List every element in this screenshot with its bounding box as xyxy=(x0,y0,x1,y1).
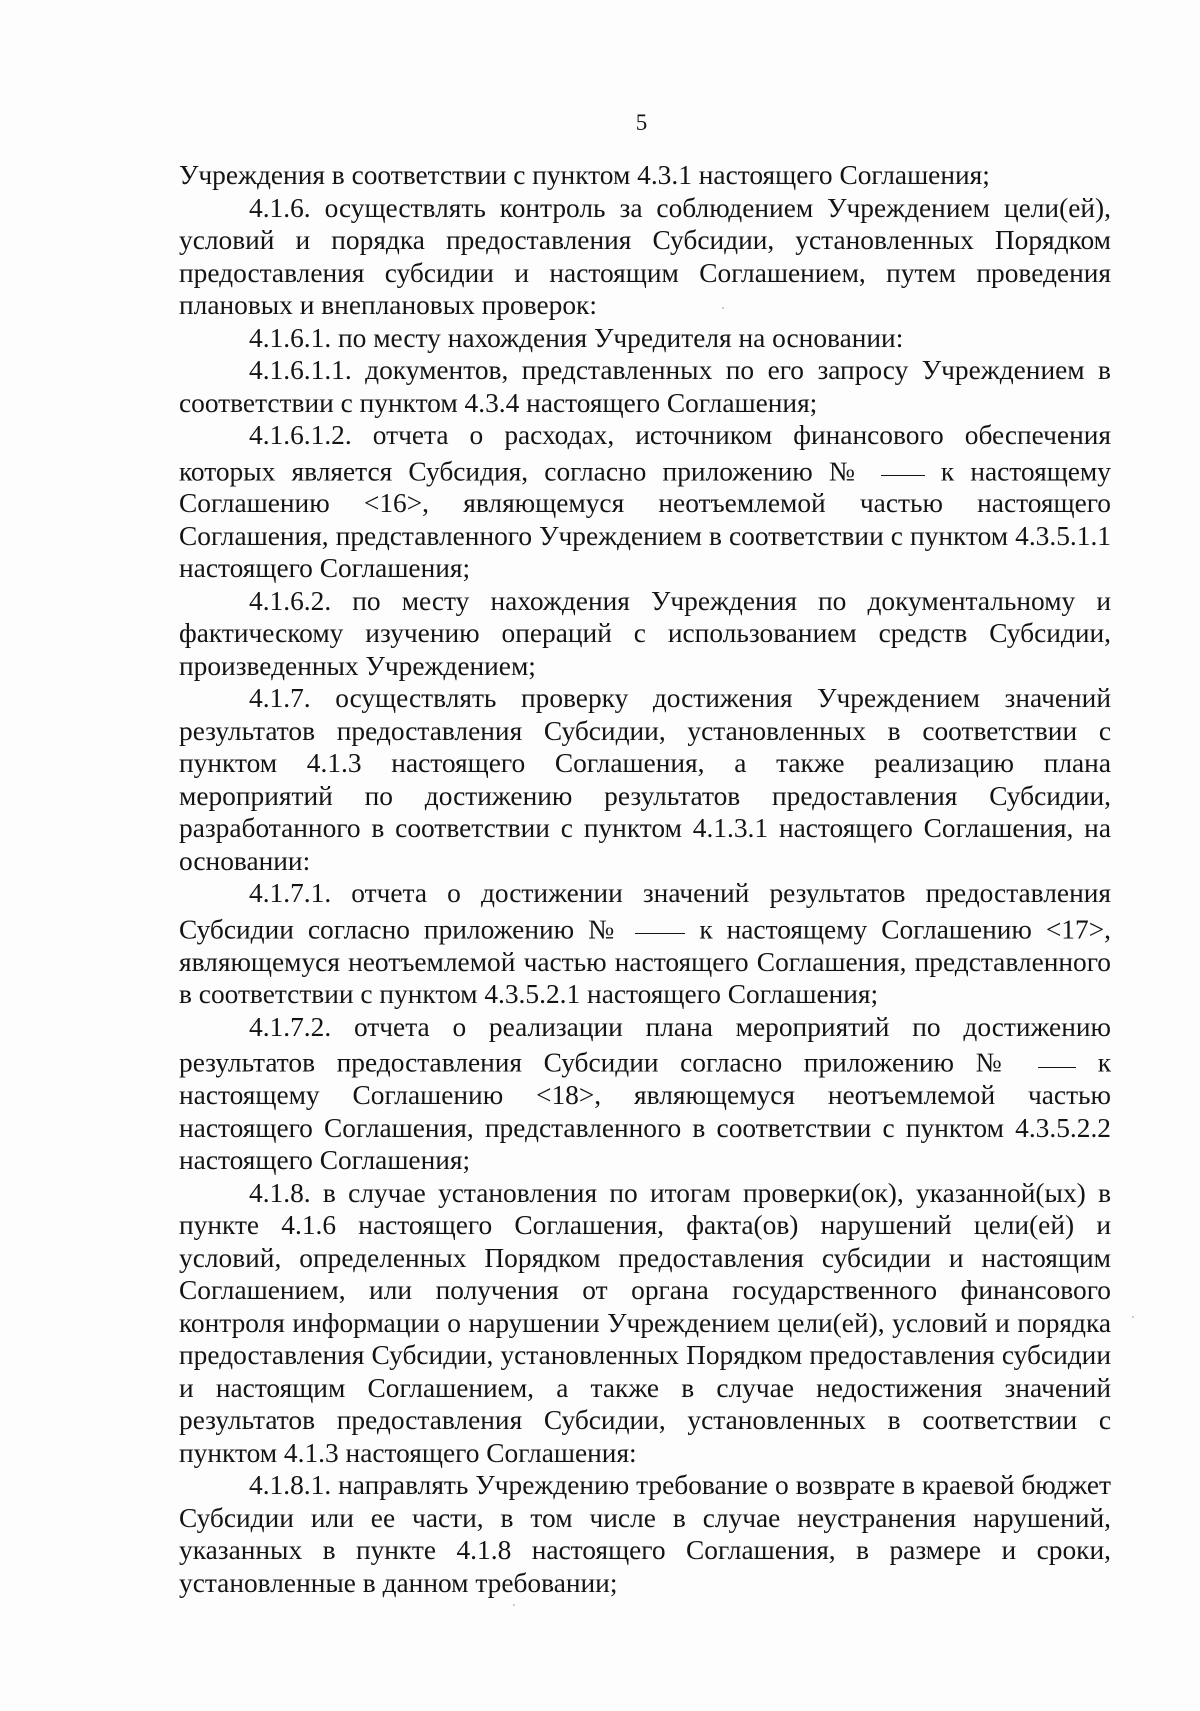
blank-line xyxy=(1038,1039,1076,1067)
clause-4-1-6-1-1: 4.1.6.1.1. документов, представленных по его запросу Учреждением в соответствии с пунктом 4.3.4 настоящего Соглашения; xyxy=(179,355,1111,418)
clause-text-part: 4.1.7.2. отчета о реализации плана мероприятий по достижению результатов предоставления Субсидии согласно приложению № xyxy=(179,1011,1111,1078)
paragraph-continuation: Учреждения в соответствии с пунктом 4.3.1 настоящего Соглашения; xyxy=(179,160,990,190)
clause-4-1-7: 4.1.7. осуществлять проверку достижения Учреждением значений результатов предоставления Субсидии, установленных в соответствии с пунктом 4.1.3 настоящего Соглашения, а также реализацию плана мероприятий по достижению результатов предоставления Субсидии, разработанного в соответствии с пунктом 4.1.3.1 настоящего Соглашения, на основании: xyxy=(179,683,1111,876)
scan-speck xyxy=(513,1604,515,1606)
clause-4-1-6: 4.1.6. осуществлять контроль за соблюдением Учреждением цели(ей), условий и порядка предоставления Субсидии, установленных Порядком предоставления субсидии и настоящим Соглашением, путем проведения плановых и внеплановых проверок: xyxy=(179,192,1111,320)
clause-text-part: к настоящему Соглашению <18>, являющемуся неотъемлемой частью настоящего Соглашения, представленного в соответствии с пунктом 4.3.5.2.2 настоящего Соглашения; xyxy=(179,1047,1111,1176)
page-number: 5 xyxy=(635,110,648,135)
clause-4-1-6-1: 4.1.6.1. по месту нахождения Учредителя на основании: xyxy=(249,322,904,353)
clause-text-part: 4.1.7.1. отчета о достижении значений результатов предоставления Субсидии согласно приложению № xyxy=(179,878,1111,945)
clause-text-part: к настоящему Соглашению <17>, являющемуся неотъемлемой частью настоящего Соглашения, представленного в соответствии с пунктом 4.3.5.2.1 настоящего Соглашения; xyxy=(179,914,1111,1010)
clause-4-1-8: 4.1.8. в случае установления по итогам проверки(ок), указанной(ых) в пункте 4.1.6 настоящего Соглашения, факта(ов) нарушений цели(ей) и условий, определенных Порядком предоставления субсидии и настоящим Соглашением, или получения от органа государственного финансового контроля информации о нарушении Учреждением цели(ей), условий и порядка предоставления Субсидии, установленных Порядком предоставления субсидии и настоящим Соглашением, а также в случае недостижения значений результатов предоставления Субсидии, установленных в соответствии с пунктом 4.1.3 настоящего Соглашения: xyxy=(179,1177,1111,1468)
clause-4-1-6-1-2 xyxy=(179,419,1111,585)
scan-speck xyxy=(1132,1316,1134,1318)
clause-text-part: к настоящему Соглашению <16>, являющемуся неотъемлемой частью настоящего Соглашения, представленного Учреждением в соответствии с пунктом 4.3.5.1.1 настоящего Соглашения; xyxy=(179,455,1111,584)
clause-4-1-7-1 xyxy=(179,877,1111,1010)
clause-text-part: 4.1.6.1.2. отчета о расходах, источником финансового обеспечения которых является Субсидия, согласно приложению № xyxy=(179,420,1111,486)
blank-line xyxy=(881,448,925,476)
blank-line xyxy=(635,906,685,934)
clause-4-1-8-1: 4.1.8.1. направлять Учреждению требование о возврате в краевой бюджет Субсидии или ее части, в том числе в случае неустранения нарушений, указанных в пункте 4.1.8 настоящего Соглашения, в размере и сроки, установленные в данном требовании; xyxy=(179,1470,1111,1598)
clause-4-1-6-2: 4.1.6.2. по месту нахождения Учреждения по документальному и фактическому изучению операций с использованием средств Субсидии, произведенных Учреждением; xyxy=(179,585,1111,681)
document-body xyxy=(179,159,1111,1599)
clause-4-1-7-2 xyxy=(179,1011,1111,1177)
scan-speck xyxy=(722,307,724,309)
